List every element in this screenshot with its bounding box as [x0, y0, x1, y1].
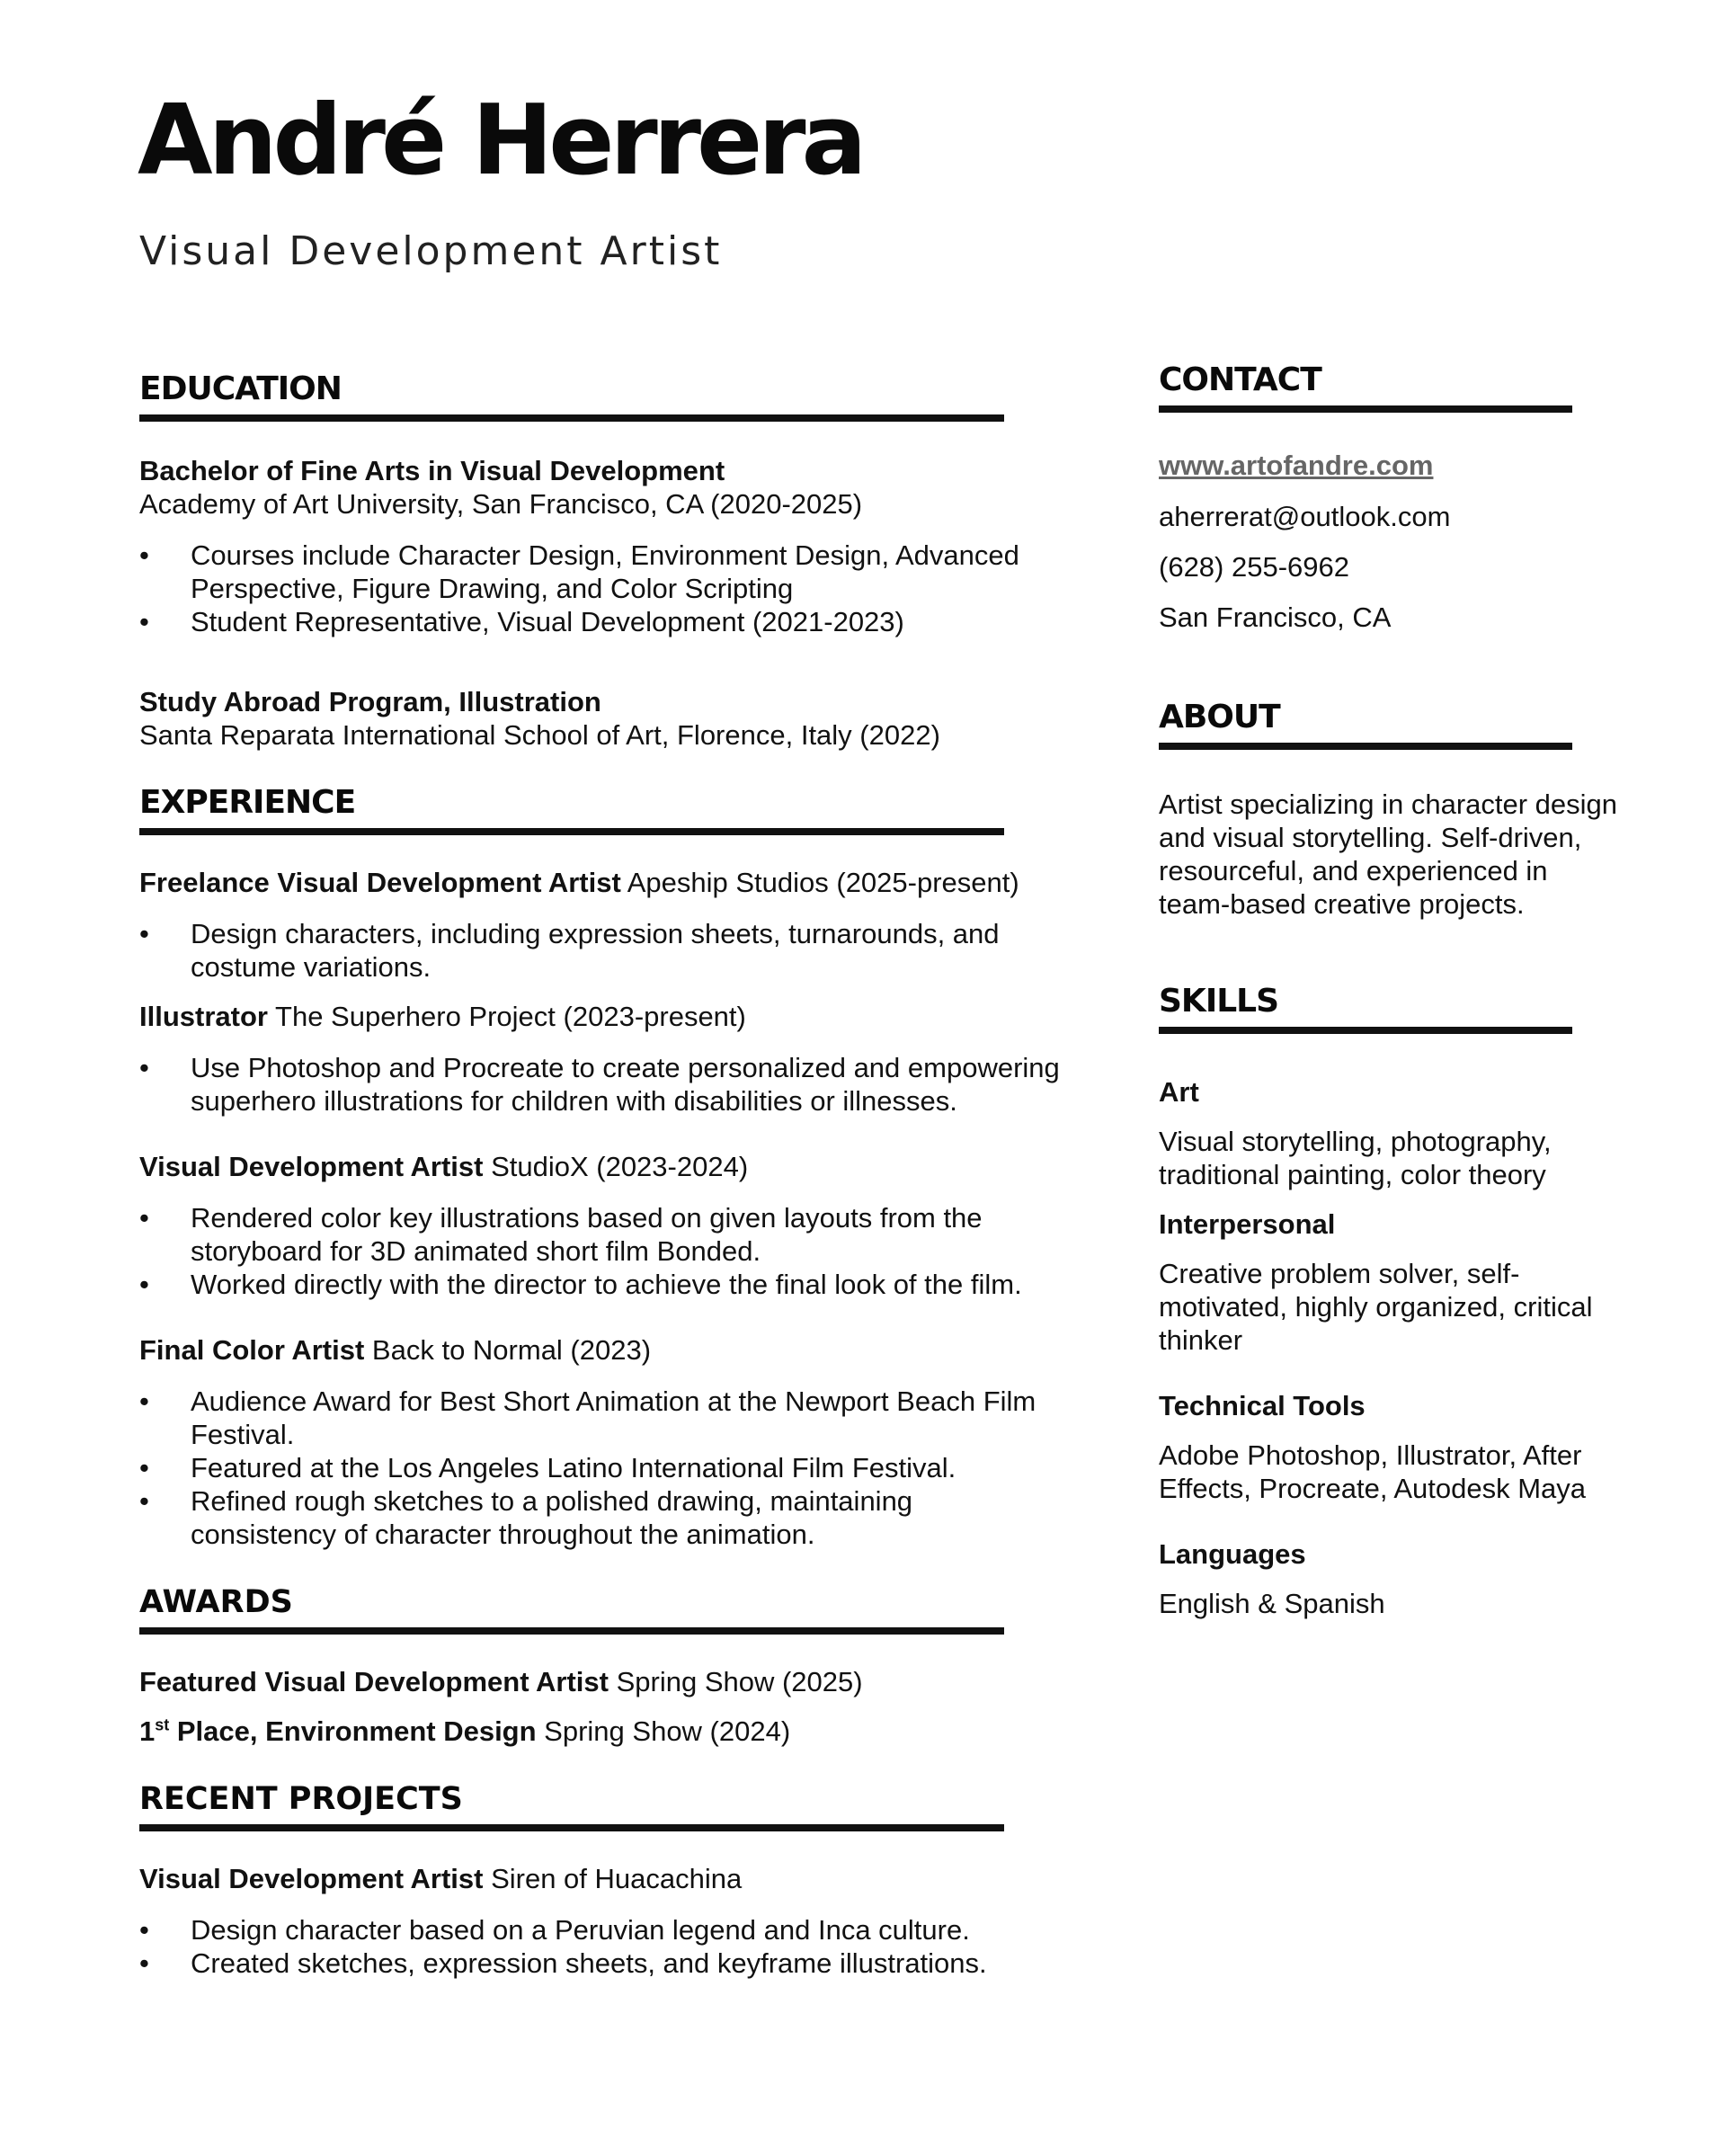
job-org: StudioX (2023-2024)	[483, 1151, 749, 1182]
job-bullets	[139, 1051, 1065, 1118]
list-item: • Design characters, including expression sheets, turnarounds, and costume variations.	[139, 917, 1065, 984]
award-title: 1st Place, Environment Design	[139, 1715, 537, 1747]
list-item: • Refined rough sketches to a polished drawing, maintaining consistency of character throughout the animation.	[139, 1484, 1065, 1551]
job-bullets	[139, 1385, 1065, 1551]
about-section	[1159, 701, 1626, 921]
list-item: • Design character based on a Peruvian legend and Inca culture.	[139, 1913, 1065, 1947]
job-role: Visual Development Artist	[139, 1151, 484, 1182]
education-heading: EDUCATION	[139, 370, 342, 407]
skills-section	[1159, 985, 1626, 1620]
email-address[interactable]: aherrerat@outlook.com	[1159, 501, 1451, 532]
program-school: Santa Reparata International School of Art, Florence, Italy (2022)	[139, 719, 940, 751]
awards-heading: AWARDS	[139, 1584, 293, 1620]
skill-text: English & Spanish	[1159, 1588, 1385, 1619]
experience-entry	[139, 1000, 1065, 1118]
project-entry	[139, 1862, 1065, 1980]
section-divider	[1159, 743, 1572, 750]
job-role: Freelance Visual Development Artist	[139, 867, 621, 898]
project-bullets	[139, 1913, 1065, 1980]
skill-category: Technical Tools	[1159, 1390, 1366, 1421]
experience-heading: EXPERIENCE	[139, 784, 356, 821]
experience-entry	[139, 1333, 1065, 1551]
job-org: Back to Normal (2023)	[364, 1334, 652, 1366]
job-bullets	[139, 1201, 1065, 1301]
section-divider	[1159, 405, 1572, 413]
skill-text: Creative problem solver, self-motivated, highly organized, critical thinker	[1159, 1258, 1593, 1356]
project-role: Visual Development Artist	[139, 1863, 484, 1894]
skills-heading: SKILLS	[1159, 983, 1279, 1020]
section-divider	[139, 1824, 1004, 1831]
list-item: • Courses include Character Design, Environment Design, Advanced Perspective, Figure Drawing, and Color Scripting	[139, 539, 1065, 605]
awards-section	[139, 1584, 1065, 1748]
website-link[interactable]: www.artofandre.com	[1159, 450, 1434, 481]
experience-entry	[139, 866, 1065, 984]
award-item	[139, 1665, 1065, 1698]
skill-category: Interpersonal	[1159, 1208, 1336, 1240]
section-divider	[139, 414, 1004, 422]
section-divider	[1159, 1027, 1572, 1034]
experience-section	[139, 784, 1065, 1551]
projects-section	[139, 1781, 1065, 1980]
about-heading: ABOUT	[1159, 699, 1280, 735]
job-org: Apeship Studios (2025-present)	[620, 867, 1019, 898]
list-item: • Audience Award for Best Short Animation at the Newport Beach Film Festival.	[139, 1385, 1065, 1451]
list-item: • Rendered color key illustrations based on given layouts from the storyboard for 3D animated short film Bonded.	[139, 1201, 1065, 1268]
section-divider	[139, 1627, 1004, 1635]
education-entry	[139, 685, 1065, 752]
skill-text: Adobe Photoshop, Illustrator, After Effects, Procreate, Autodesk Maya	[1159, 1439, 1587, 1504]
list-item: • Created sketches, expression sheets, and keyframe illustrations.	[139, 1947, 1065, 1980]
about-text: Artist specializing in character design and visual storytelling. Self-driven, resourceful, and experienced in team-based creative projects.	[1159, 788, 1618, 920]
contact-heading: CONTACT	[1159, 361, 1321, 398]
project-name: Siren of Huacachina	[483, 1863, 743, 1894]
main-column	[139, 370, 1065, 1980]
job-org: The Superhero Project (2023-present)	[267, 1001, 746, 1032]
program-title: Study Abroad Program, Illustration	[139, 686, 601, 717]
applicant-name: André Herrera	[138, 85, 863, 197]
applicant-role: Visual Development Artist	[139, 228, 723, 274]
job-role: Illustrator	[139, 1001, 268, 1032]
section-divider	[139, 828, 1004, 835]
award-detail: Spring Show (2024)	[536, 1715, 791, 1747]
list-item: • Featured at the Los Angeles Latino International Film Festival.	[139, 1451, 1065, 1484]
award-detail: Spring Show (2025)	[608, 1666, 863, 1697]
skill-category: Art	[1159, 1076, 1199, 1108]
skill-category: Languages	[1159, 1538, 1306, 1570]
education-section	[139, 370, 1065, 752]
job-role: Final Color Artist	[139, 1334, 365, 1366]
phone-number: (628) 255-6962	[1159, 551, 1349, 583]
experience-entry	[139, 1150, 1065, 1301]
contact-section	[1159, 361, 1626, 634]
award-item	[139, 1715, 1065, 1748]
skill-text: Visual storytelling, photography, traditional painting, color theory	[1159, 1126, 1552, 1190]
sidebar-column	[1159, 361, 1626, 1636]
list-item: • Student Representative, Visual Development (2021-2023)	[139, 605, 1065, 638]
degree-title: Bachelor of Fine Arts in Visual Development	[139, 455, 725, 486]
job-bullets	[139, 917, 1065, 984]
location: San Francisco, CA	[1159, 601, 1392, 633]
list-item: • Use Photoshop and Procreate to create personalized and empowering superhero illustrations for children with disabilities or illnesses.	[139, 1051, 1065, 1118]
award-title: Featured Visual Development Artist	[139, 1666, 609, 1697]
degree-bullets	[139, 539, 1065, 638]
education-entry	[139, 454, 1065, 638]
list-item: • Worked directly with the director to achieve the final look of the film.	[139, 1268, 1065, 1301]
projects-heading: RECENT PROJECTS	[139, 1781, 463, 1817]
degree-school: Academy of Art University, San Francisco, CA (2020-2025)	[139, 488, 863, 520]
